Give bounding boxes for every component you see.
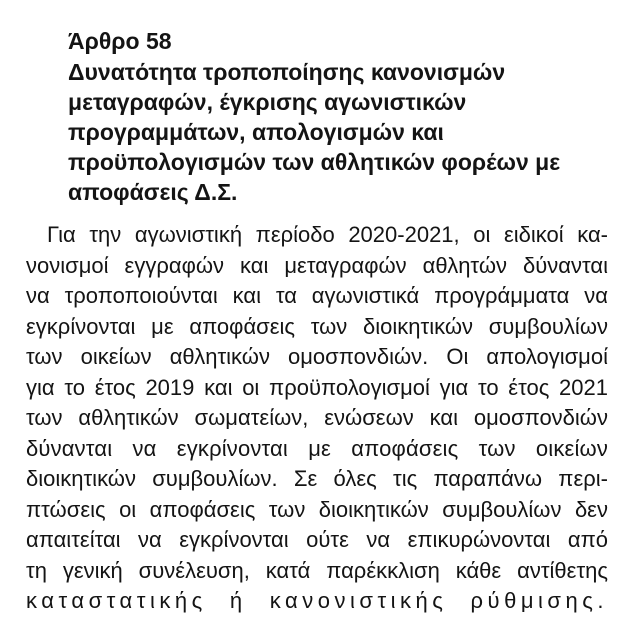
body-line-9: διοικητικών συμβουλίων. Σε όλες τις παραπάνω περι- xyxy=(26,466,608,491)
article-title-line-5: αποφάσεις Δ.Σ. xyxy=(68,179,238,205)
body-line-11: απαιτείται να εγκρίνονται ούτε να επικυρώνονται από xyxy=(26,527,608,552)
body-line-1: Για την αγωνιστική περίοδο 2020-2021, οι ειδικοί κα- xyxy=(47,222,608,247)
body-line-13: καταστατικής ή κανονιστικής ρύθμισης. xyxy=(26,588,608,613)
article-header xyxy=(68,25,608,207)
body-line-12: τη γενική συνέλευση, κατά παρέκκλιση κάθε αντίθετης xyxy=(26,557,608,583)
body-line-4: εγκρίνονται με αποφάσεις των διοικητικών συμβουλίων xyxy=(26,313,608,339)
article-title-line-3: προγραμμάτων, απολογισμών και xyxy=(68,119,444,145)
body-line-3: να τροποποιούνται και τα αγωνιστικά προγράμματα να xyxy=(26,283,608,308)
article-title-line-1: Δυνατότητα τροποποίησης κανονισμών xyxy=(68,59,506,85)
article-title-line-4: προϋπολογισμών των αθλητικών φορέων με xyxy=(68,149,561,175)
article-body xyxy=(26,220,608,617)
article-number: Άρθρο 58 xyxy=(68,28,172,54)
body-line-7: των αθλητικών σωματείων, ενώσεων και ομοσπονδιών xyxy=(26,405,608,430)
article-title-line-2: μεταγραφών, έγκρισης αγωνιστικών xyxy=(68,89,467,115)
body-line-8: δύνανται να εγκρίνονται με αποφάσεις των οικείων xyxy=(26,435,608,461)
body-line-5: των οικείων αθλητικών ομοσπονδιών. Οι απολογισμοί xyxy=(26,344,608,369)
body-line-2: νονισμοί εγγραφών και μεταγραφών αθλητών δύνανται xyxy=(26,252,608,278)
article-title xyxy=(68,57,608,207)
body-line-6: για το έτος 2019 και οι προϋπολογισμοί για το έτος 2021 xyxy=(26,374,608,400)
body-line-10: πτώσεις οι αποφάσεις των διοικητικών συμβουλίων δεν xyxy=(26,496,608,522)
